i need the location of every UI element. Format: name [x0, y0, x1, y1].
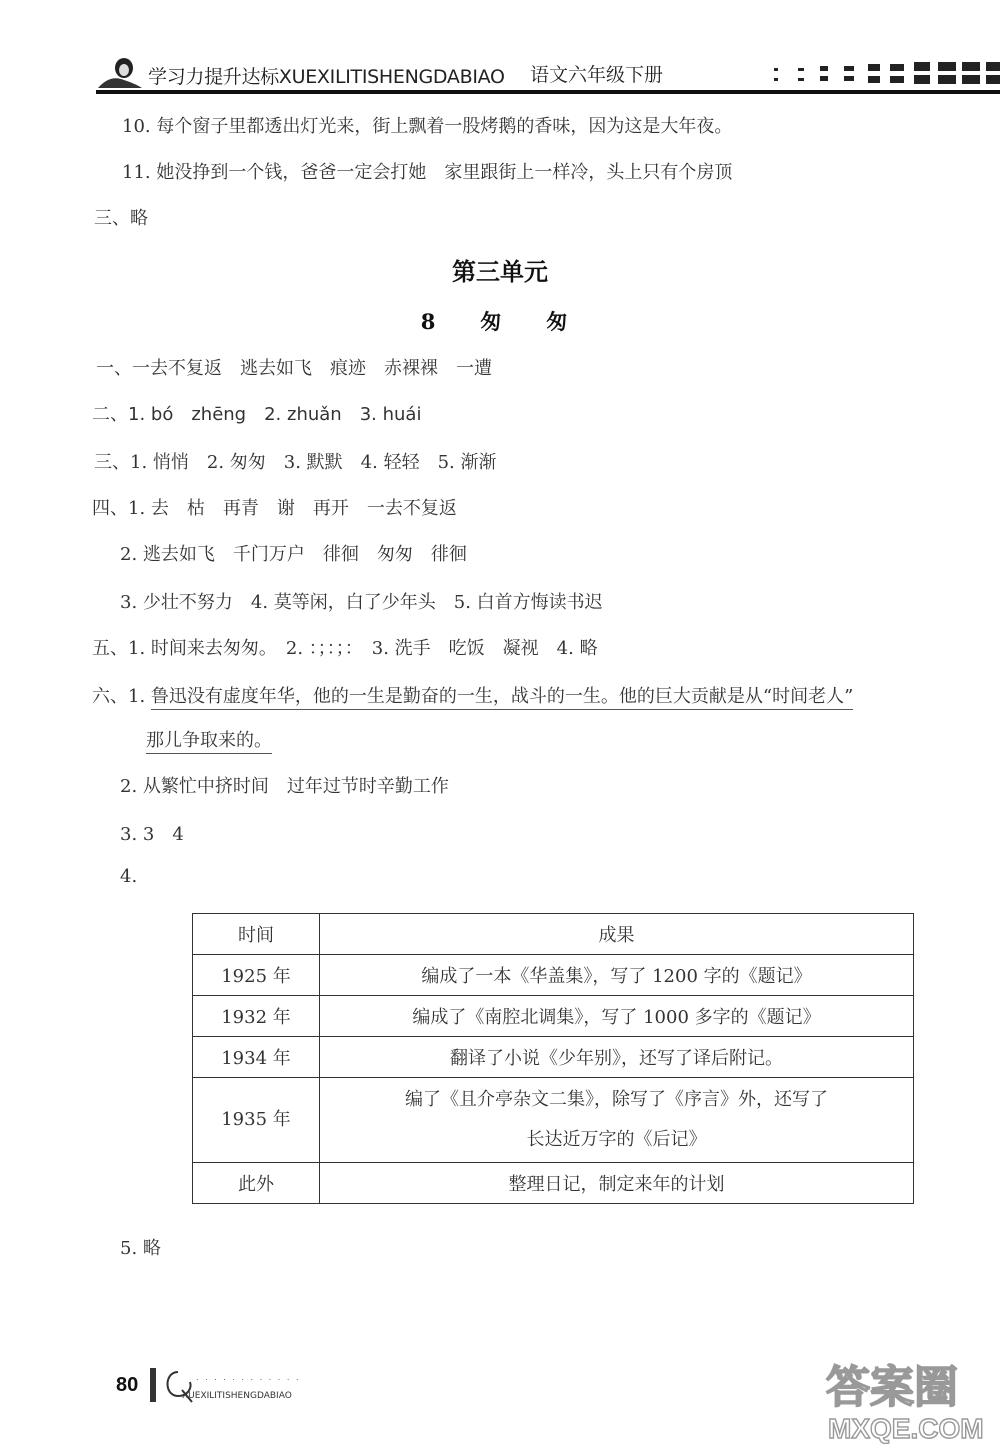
- answer-6-1-prefix: 六、1.: [92, 686, 151, 707]
- table-row: [193, 1163, 914, 1204]
- header-rule: [96, 90, 1000, 94]
- answer-section-4-3: 3. 少壮不努力 4. 莫等闲，白了少年头 5. 白首方悔读书迟: [120, 592, 603, 613]
- footer-logo: [162, 1366, 312, 1406]
- answer-section-6-4: 4.: [120, 866, 138, 887]
- answer-section-3: 三、1. 悄悄 2. 匆匆 3. 默默 4. 轻轻 5. 渐渐: [94, 452, 497, 473]
- watermark-logo: [822, 1352, 996, 1444]
- header-portrait-logo: [96, 56, 142, 90]
- table-cell-time: 1932 年: [193, 996, 320, 1037]
- answer-section-5: 五、1. 时间来去匆匆。 2. ：；：；： 3. 洗手 吃饭 凝视 4. 略: [92, 638, 598, 659]
- answer-section-6-5: 5. 略: [120, 1238, 161, 1259]
- watermark-bottom-text: MXQE.COM: [828, 1413, 984, 1444]
- answer-6-1-underlined-b: 那儿争取来的。: [146, 730, 272, 754]
- answer-section-4-2: 2. 逃去如飞 千门万户 徘徊 匆匆 徘徊: [120, 544, 467, 565]
- table-cell-result: [320, 1078, 914, 1163]
- answer-section-4-1: 四、1. 去 枯 再青 谢 再开 一去不复返: [92, 498, 457, 519]
- page-number: 80: [116, 1374, 139, 1396]
- answer-section-6-1-cont: [146, 726, 272, 752]
- table-cell-time: 此外: [193, 1163, 320, 1204]
- table-cell-result-line1: 编了《且介亭杂文二集》，除写了《序言》外，还写了: [405, 1089, 828, 1110]
- table-cell-time: 1934 年: [193, 1037, 320, 1078]
- footer-logo-text: XUEXILITISHENGDABIAO: [182, 1391, 292, 1401]
- table-header-row: [193, 914, 914, 955]
- table-row: [193, 955, 914, 996]
- answer-line-10: 10. 每个窗子里都透出灯光来，街上飘着一股烤鹅的香味，因为这是大年夜。: [122, 116, 733, 137]
- answer-section-2: 二、1. bó zhēng 2. zhuǎn 3. huái: [92, 404, 422, 425]
- table-row: [193, 996, 914, 1037]
- results-table: [192, 913, 914, 1204]
- table-header-time: 时间: [193, 914, 320, 955]
- table-header-result: 成果: [320, 914, 914, 955]
- table-row: [193, 1037, 914, 1078]
- answer-section-6-1: [92, 682, 853, 708]
- answer-6-1-underlined-a: 鲁迅没有虚度年华，他的一生是勤奋的一生，战斗的一生。他的巨大贡献是从“时间老人”: [151, 686, 853, 710]
- svg-text:. . . . . . . . . . . .: . . . . . . . . . . . .: [196, 1373, 301, 1382]
- table-cell-result-line2: 长达近万字的《后记》: [526, 1129, 707, 1150]
- table-cell-result: 翻译了小说《少年别》，还写了译后附记。: [320, 1037, 914, 1078]
- table-cell-result: 编成了《南腔北调集》，写了 1000 多字的《题记》: [320, 996, 914, 1037]
- answer-section-1: 一、一去不复返 逃去如飞 痕迹 赤裸裸 一遭: [96, 358, 492, 379]
- footer-bar: [150, 1368, 156, 1402]
- lesson-title: 8 匆 匆: [420, 309, 580, 334]
- table-cell-result: 编成了一本《华盖集》，写了 1200 字的《题记》: [320, 955, 914, 996]
- answer-line-3: 三、略: [94, 208, 148, 229]
- book-title: 语文六年级下册: [530, 64, 664, 86]
- answer-section-6-2: 2. 从繁忙中挤时间 过年过节时辛勤工作: [120, 776, 449, 797]
- unit-title: 第三单元: [452, 258, 548, 286]
- table-cell-time: 1925 年: [193, 955, 320, 996]
- answer-section-6-3: 3. 3 4: [120, 824, 184, 845]
- series-title: 学习力提升达标XUEXILITISHENGDABIAO: [148, 66, 505, 88]
- table-cell-result: 整理日记，制定来年的计划: [320, 1163, 914, 1204]
- table-row: [193, 1078, 914, 1163]
- table-cell-time: 1935 年: [193, 1078, 320, 1163]
- watermark-top-text: 答案圈: [826, 1362, 958, 1413]
- answer-line-11: 11. 她没挣到一个钱，爸爸一定会打她 家里跟街上一样冷，头上只有个房顶: [122, 162, 733, 183]
